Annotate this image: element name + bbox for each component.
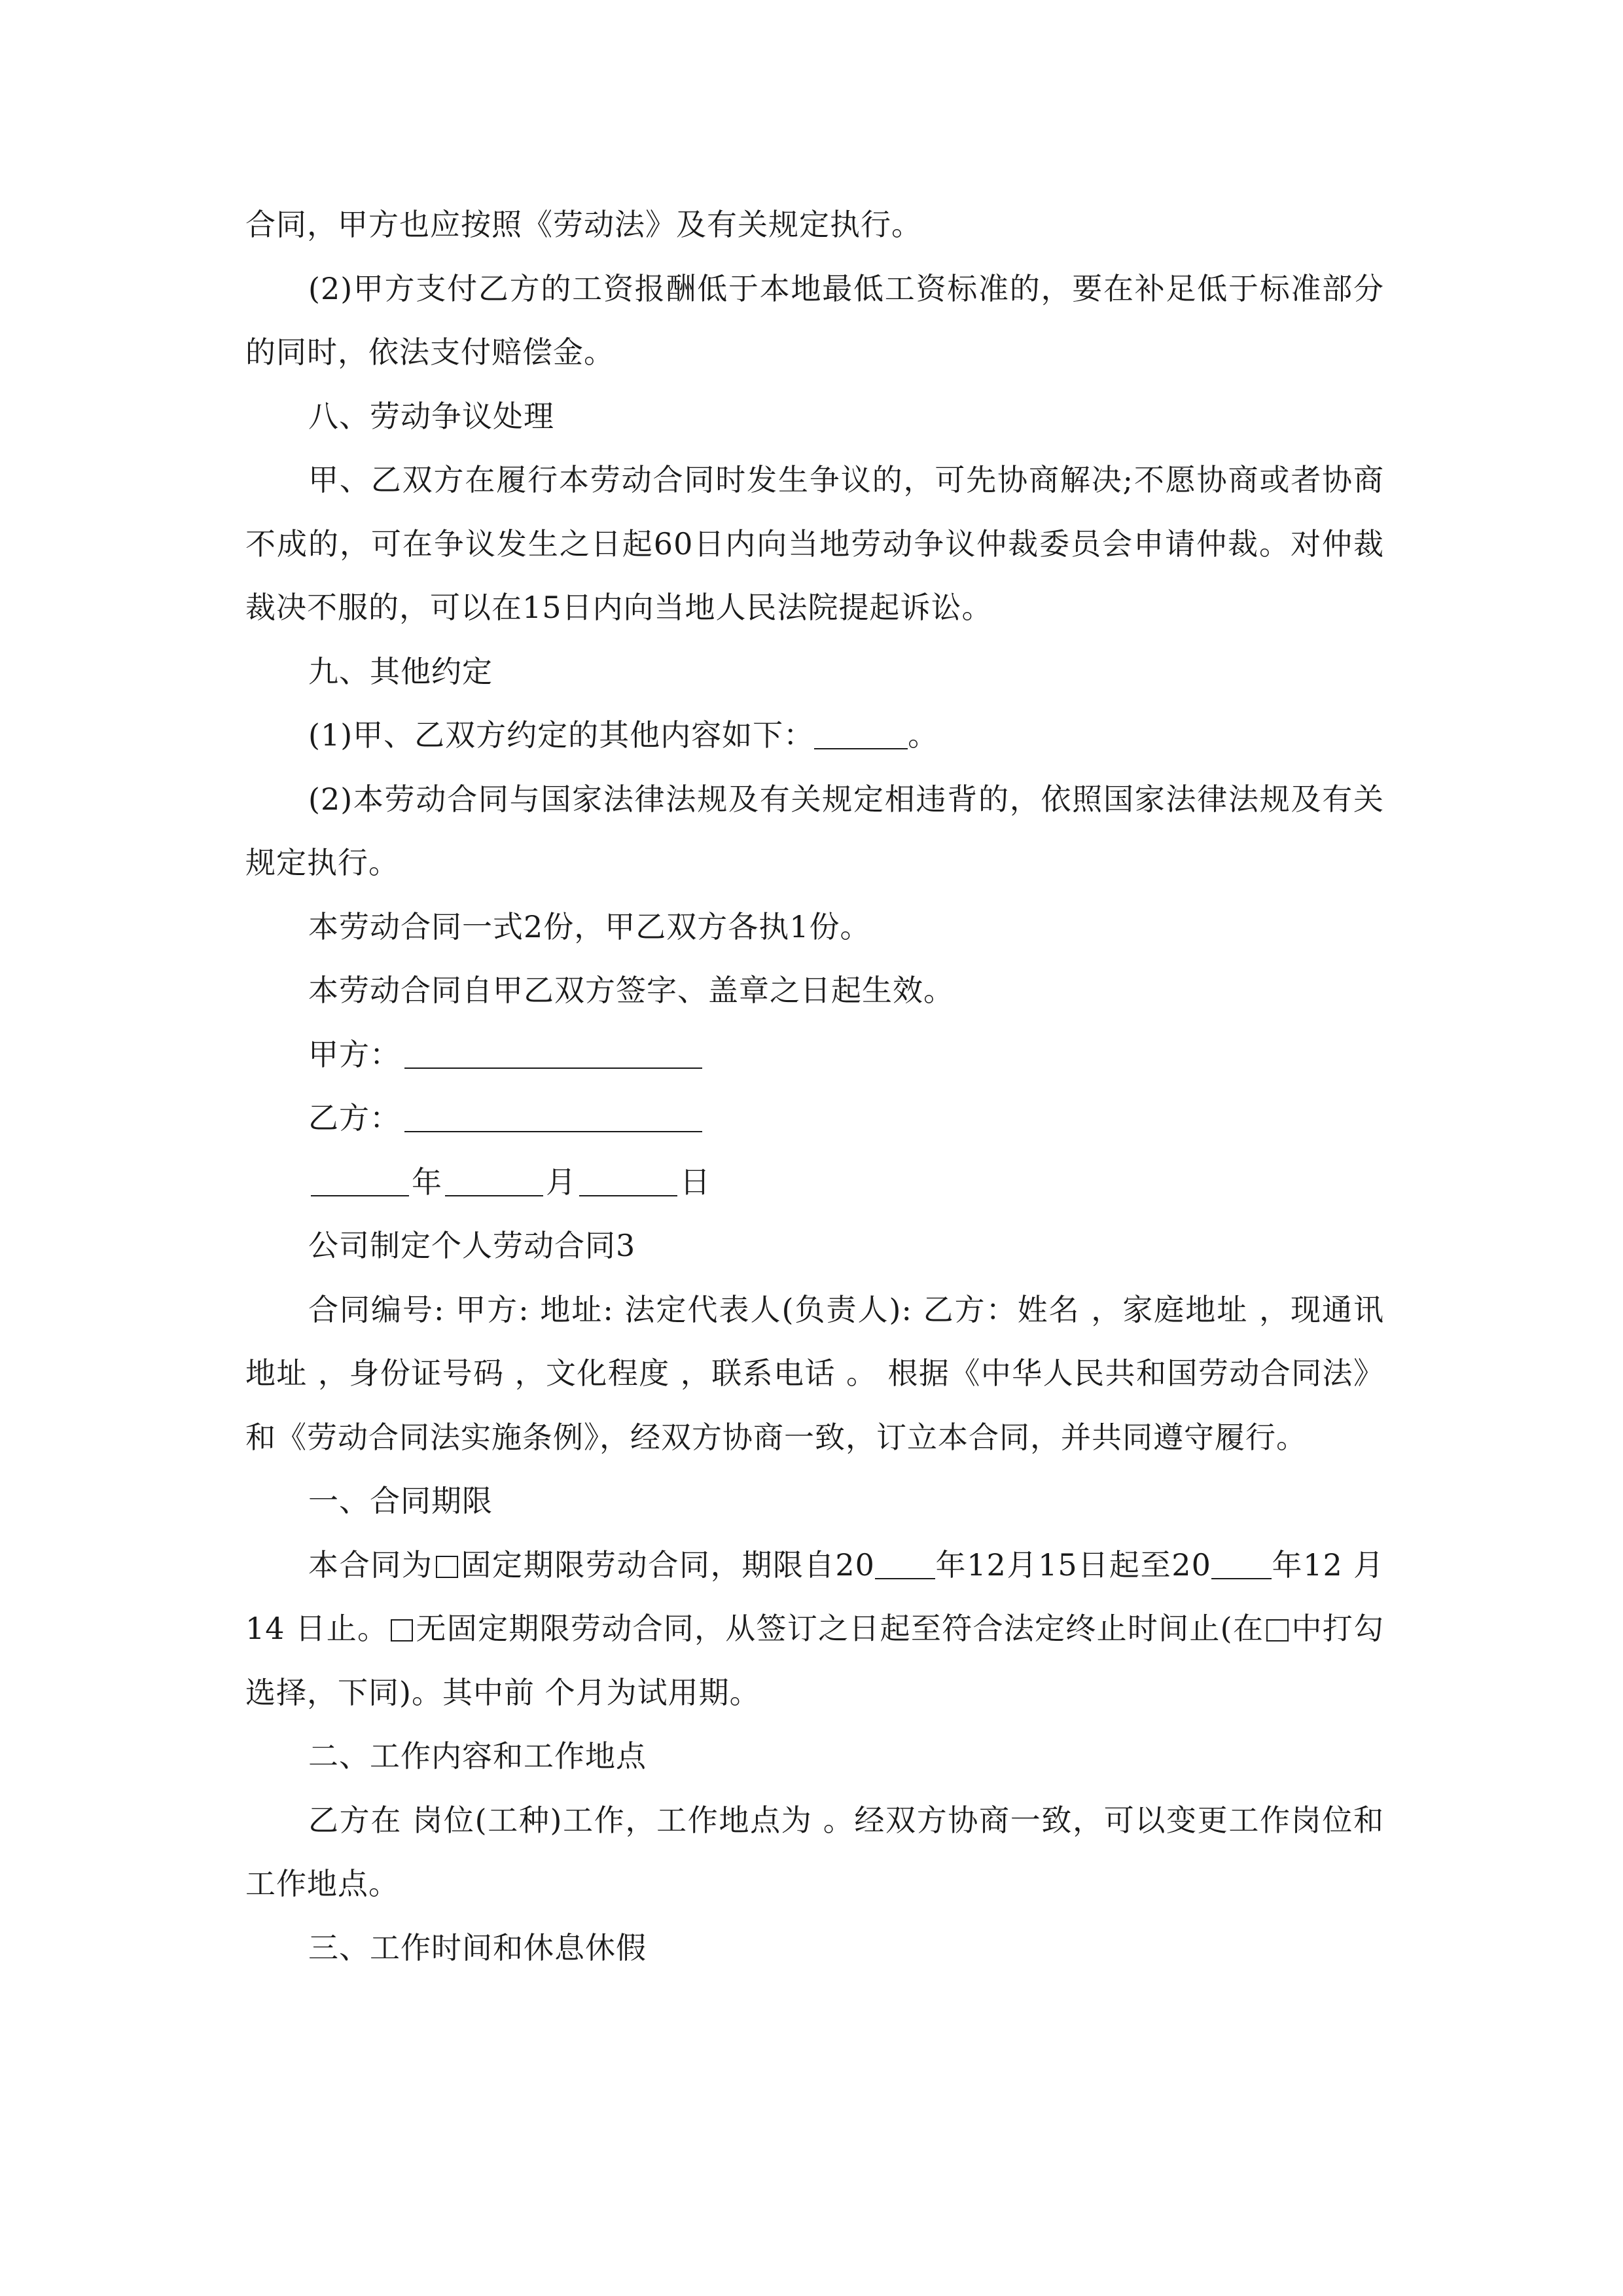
contract-title: 公司制定个人劳动合同3 bbox=[308, 1228, 636, 1263]
end-year-blank bbox=[1211, 1578, 1272, 1579]
heading-dispute-resolution: 八、劳动争议处理 bbox=[308, 398, 554, 434]
term-text-3: 年12月15日起至20 bbox=[935, 1547, 1211, 1583]
start-year-blank bbox=[875, 1578, 935, 1579]
paragraph-copies: 本劳动合同一式2份，甲乙双方各执1份。 bbox=[308, 908, 871, 944]
paragraph-dispute-resolution: 甲、乙双方在履行本劳动合同时发生争议的，可先协商解决;不愿协商或者协商不成的，可在争议发生之日起60日内向当地劳动争议仲裁委员会申请仲裁。对仲裁裁决不服的，可以在15日内向当地人民法院提起诉讼。 bbox=[245, 462, 1384, 625]
paragraph-continuation: 合同，甲方也应按照《劳动法》及有关规定执行。 bbox=[245, 207, 922, 242]
other-content-text: (1)甲、乙双方约定的其他内容如下： bbox=[308, 717, 815, 753]
party-a-label: 甲方： bbox=[308, 1036, 401, 1072]
term-text-6: 中打勾选择，下同)。其中前 个月为试用期。 bbox=[245, 1611, 1385, 1710]
heading-other-agreements: 九、其他约定 bbox=[308, 653, 493, 689]
date-year-label: 年 bbox=[412, 1164, 442, 1200]
term-text-2: 固定期限劳动合同，期限自20 bbox=[460, 1547, 875, 1583]
signature-party-b bbox=[245, 1086, 1384, 1151]
term-text-4: 年12 月 14 日止。 bbox=[245, 1547, 1385, 1646]
paragraph-legal-conflict: (2)本劳动合同与国家法律法规及有关规定相违背的，依照国家法律法规及有关规定执行。 bbox=[245, 781, 1384, 880]
term-text-5: 无固定期限劳动合同，从签订之日起至符合法定终止时间止(在 bbox=[416, 1611, 1264, 1646]
heading-working-hours: 三、工作时间和休息休假 bbox=[308, 1929, 647, 1965]
other-content-end: 。 bbox=[908, 717, 939, 753]
paragraph-effective: 本劳动合同自甲乙双方签字、盖章之日起生效。 bbox=[308, 973, 954, 1008]
document-body bbox=[245, 193, 1384, 1980]
signature-party-a bbox=[245, 1023, 1384, 1087]
other-content-blank bbox=[814, 748, 908, 749]
paragraph-work-content: 乙方在 岗位(工种)工作，工作地点为 。经双方协商一致，可以变更工作岗位和工作地点。 bbox=[245, 1802, 1384, 1901]
date-month-blank bbox=[445, 1195, 543, 1196]
paragraph-contract-term bbox=[245, 1534, 1384, 1725]
fixed-term-checkbox bbox=[436, 1556, 458, 1578]
open-term-checkbox bbox=[391, 1619, 413, 1641]
paragraph-contract-parties: 合同编号: 甲方: 地址: 法定代表人(负责人): 乙方：姓名 ，家庭地址 ，现通讯地址 ，身份证号码 ，文化程度 ，联系电话 。 根据《中华人民共和国劳动合同法》和《劳动合同法实施条例》，经双方协商一致，订立本合同，并共同遵守履行。 bbox=[245, 1291, 1384, 1455]
signature-date bbox=[245, 1151, 1384, 1215]
date-day-blank bbox=[579, 1195, 677, 1196]
party-b-signature-line bbox=[404, 1131, 702, 1132]
date-day-label: 日 bbox=[680, 1164, 711, 1200]
party-b-label: 乙方： bbox=[308, 1100, 401, 1136]
heading-work-content: 二、工作内容和工作地点 bbox=[308, 1738, 647, 1774]
heading-contract-term: 一、合同期限 bbox=[308, 1483, 493, 1518]
party-a-signature-line bbox=[404, 1067, 702, 1069]
term-text-1: 本合同为 bbox=[308, 1547, 433, 1583]
paragraph-other-content bbox=[245, 704, 1384, 768]
date-year-blank bbox=[311, 1195, 409, 1196]
instruction-checkbox bbox=[1266, 1619, 1289, 1641]
paragraph-wage-compensation: (2)甲方支付乙方的工资报酬低于本地最低工资标准的，要在补足低于标准部分的同时，依法支付赔偿金。 bbox=[245, 270, 1384, 370]
date-month-label: 月 bbox=[546, 1164, 577, 1200]
